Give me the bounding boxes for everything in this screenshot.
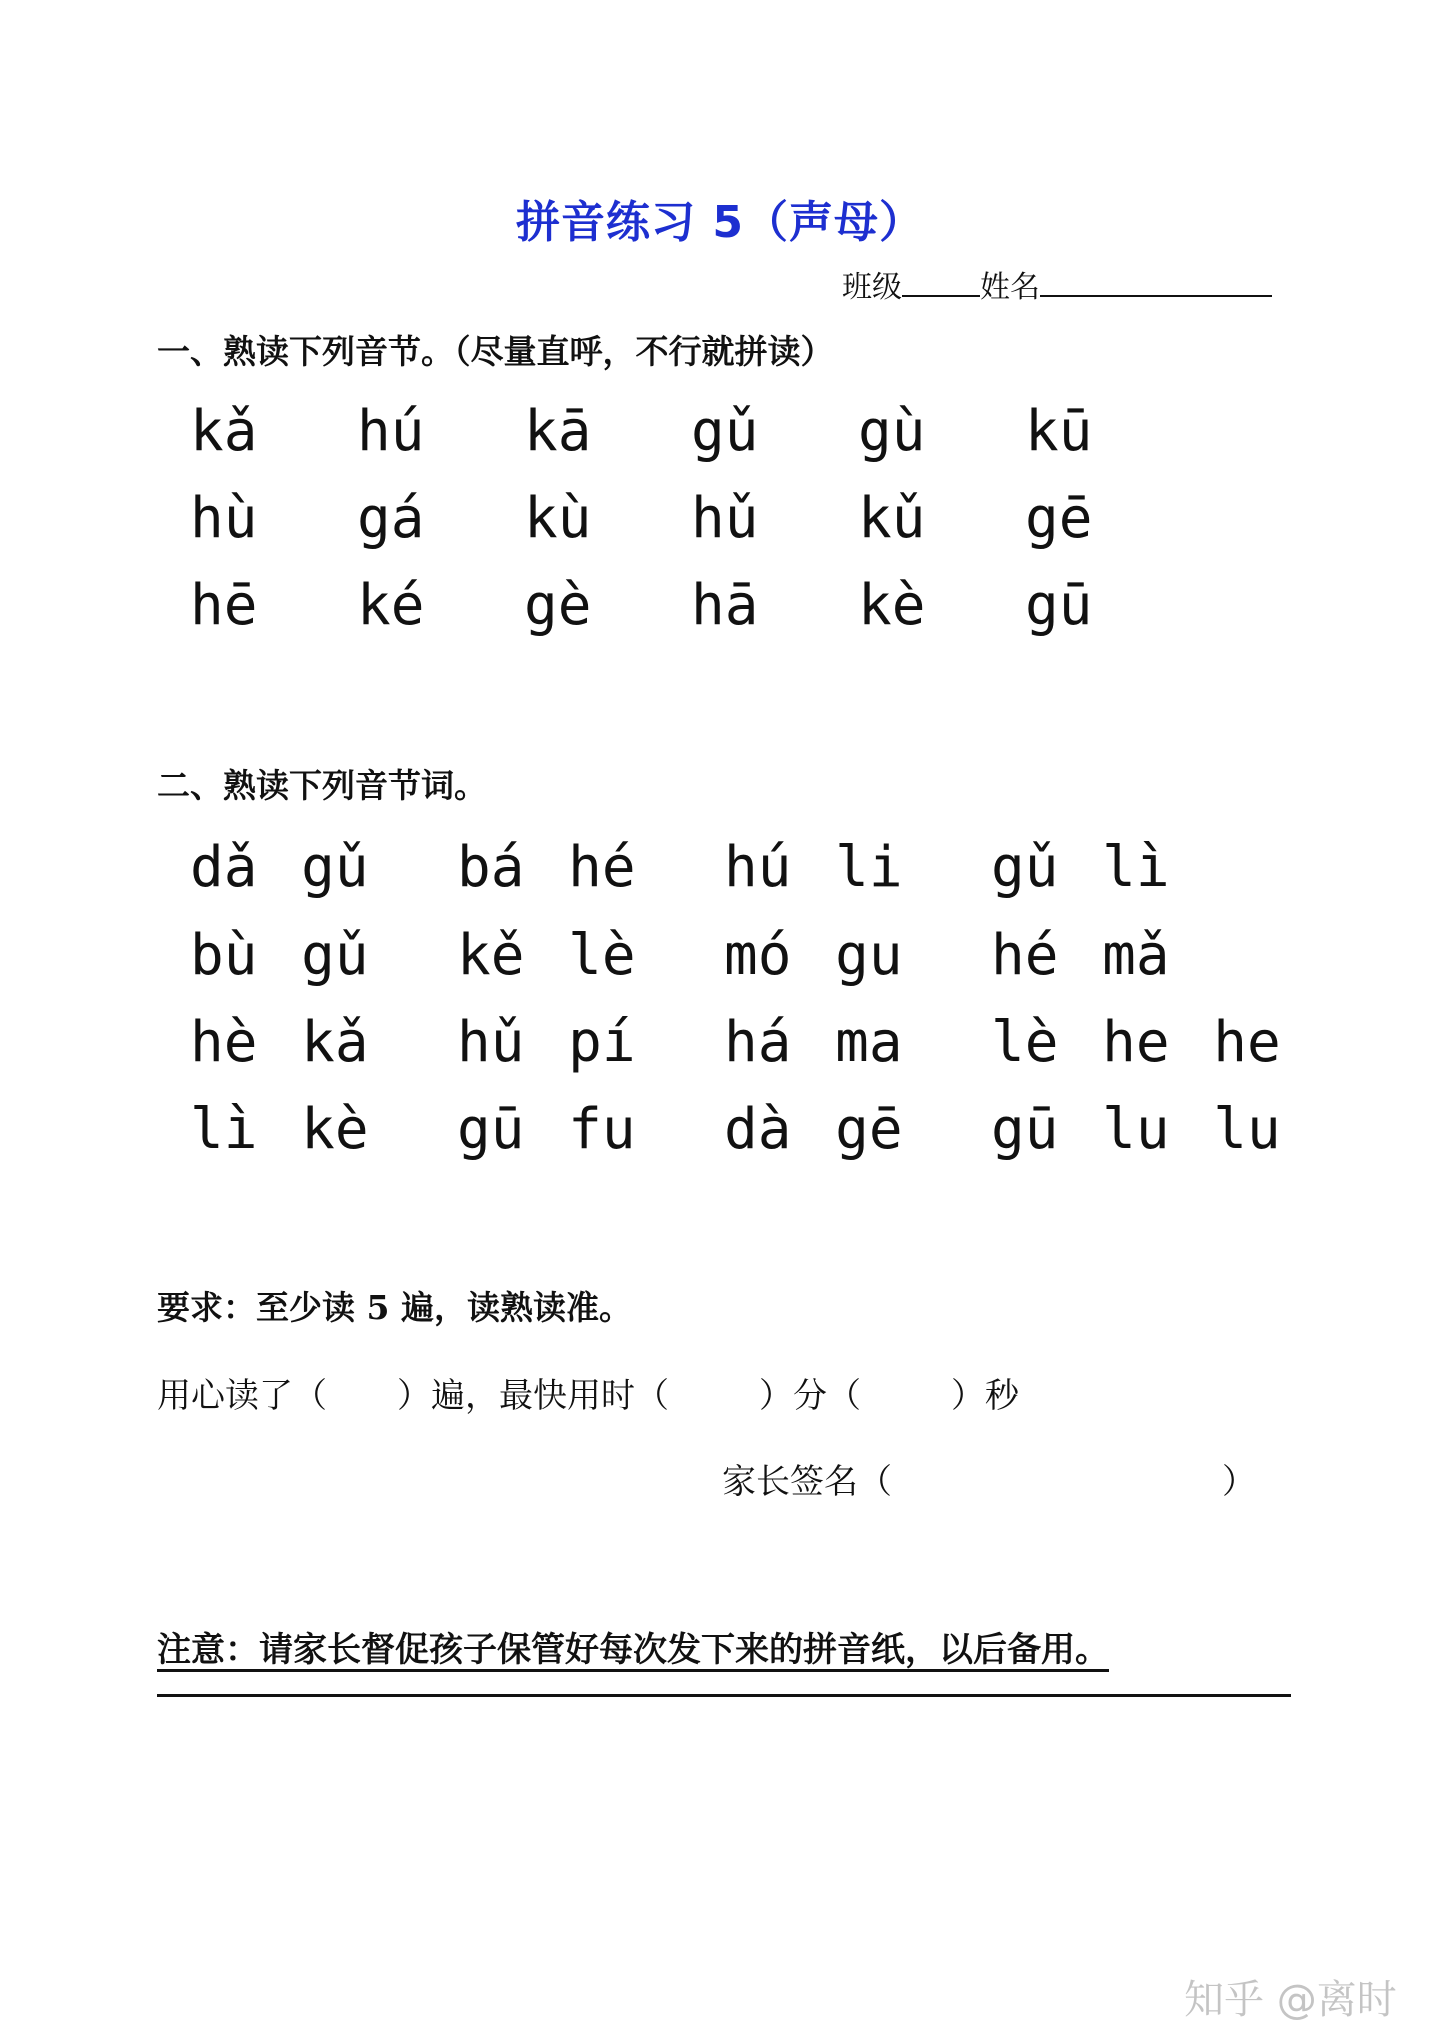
pinyin-word: gǔ lì [991, 835, 1170, 900]
syllable: gǔ [691, 399, 759, 464]
read-prefix: 用心读了（ [157, 1376, 327, 1416]
syllable: gè [524, 573, 592, 638]
syllable: kǔ [858, 486, 926, 551]
signature-label: 家长签名（ [722, 1462, 892, 1502]
syllable: ké [357, 573, 425, 638]
syllable: kè [858, 573, 926, 638]
pinyin-word: dǎ gǔ [190, 835, 369, 900]
syllable: hú [357, 399, 425, 464]
syllable: gū [1025, 573, 1093, 638]
section1-heading: 一、熟读下列音节。（尽量直呼，不行就拼读） [157, 332, 834, 371]
pinyin-word: kě lè [457, 923, 636, 988]
pinyin-word: bá hé [457, 835, 636, 900]
page-title: 拼音练习 5（声母） [516, 197, 924, 248]
pinyin-word: há ma [724, 1010, 903, 1075]
pinyin-word: lè he he [991, 1010, 1281, 1075]
name-blank [1040, 291, 1272, 297]
syllable: gù [858, 399, 926, 464]
parent-signature [722, 1454, 1256, 1503]
requirement-text: 要求：至少读 5 遍，读熟读准。 [157, 1288, 632, 1327]
pinyin-word: gū fu [457, 1097, 636, 1162]
pinyin-word: gū lu lu [991, 1097, 1281, 1162]
class-blank [902, 291, 980, 297]
syllable: hǔ [691, 486, 759, 551]
reading-record [157, 1368, 1019, 1417]
class-name-fields [842, 262, 1272, 306]
syllable: kù [524, 486, 592, 551]
pinyin-word: hú li [724, 835, 903, 900]
pinyin-word: hǔ pí [457, 1010, 636, 1075]
read-suffix: ）遍，最快用时（ [397, 1376, 669, 1416]
watermark: 知乎 @离时 [1184, 1977, 1397, 2023]
syllable: hù [190, 486, 258, 551]
seconds-label: ）秒 [951, 1376, 1019, 1416]
syllable: kā [524, 399, 592, 464]
pinyin-word: bù gǔ [190, 923, 369, 988]
pinyin-word: mó gu [724, 923, 903, 988]
class-label: 班级 [842, 270, 902, 305]
minutes-label: ）分（ [759, 1376, 861, 1416]
pinyin-word: dà gē [724, 1097, 903, 1162]
section2-heading: 二、熟读下列音节词。 [157, 766, 487, 805]
bottom-rule [157, 1694, 1291, 1697]
pinyin-word: hè kǎ [190, 1010, 369, 1075]
notice-text: 注意：请家长督促孩子保管好每次发下来的拼音纸，以后备用。 [157, 1630, 1109, 1670]
syllable: hē [190, 573, 258, 638]
signature-close: ） [1222, 1462, 1256, 1502]
pinyin-word: lì kè [190, 1097, 369, 1162]
syllable: kǎ [190, 399, 258, 464]
syllable: gē [1025, 486, 1093, 551]
syllable: hā [691, 573, 759, 638]
syllable: gá [357, 486, 425, 551]
pinyin-word: hé mǎ [991, 923, 1170, 988]
syllable: kū [1025, 399, 1093, 464]
name-label: 姓名 [980, 270, 1040, 305]
